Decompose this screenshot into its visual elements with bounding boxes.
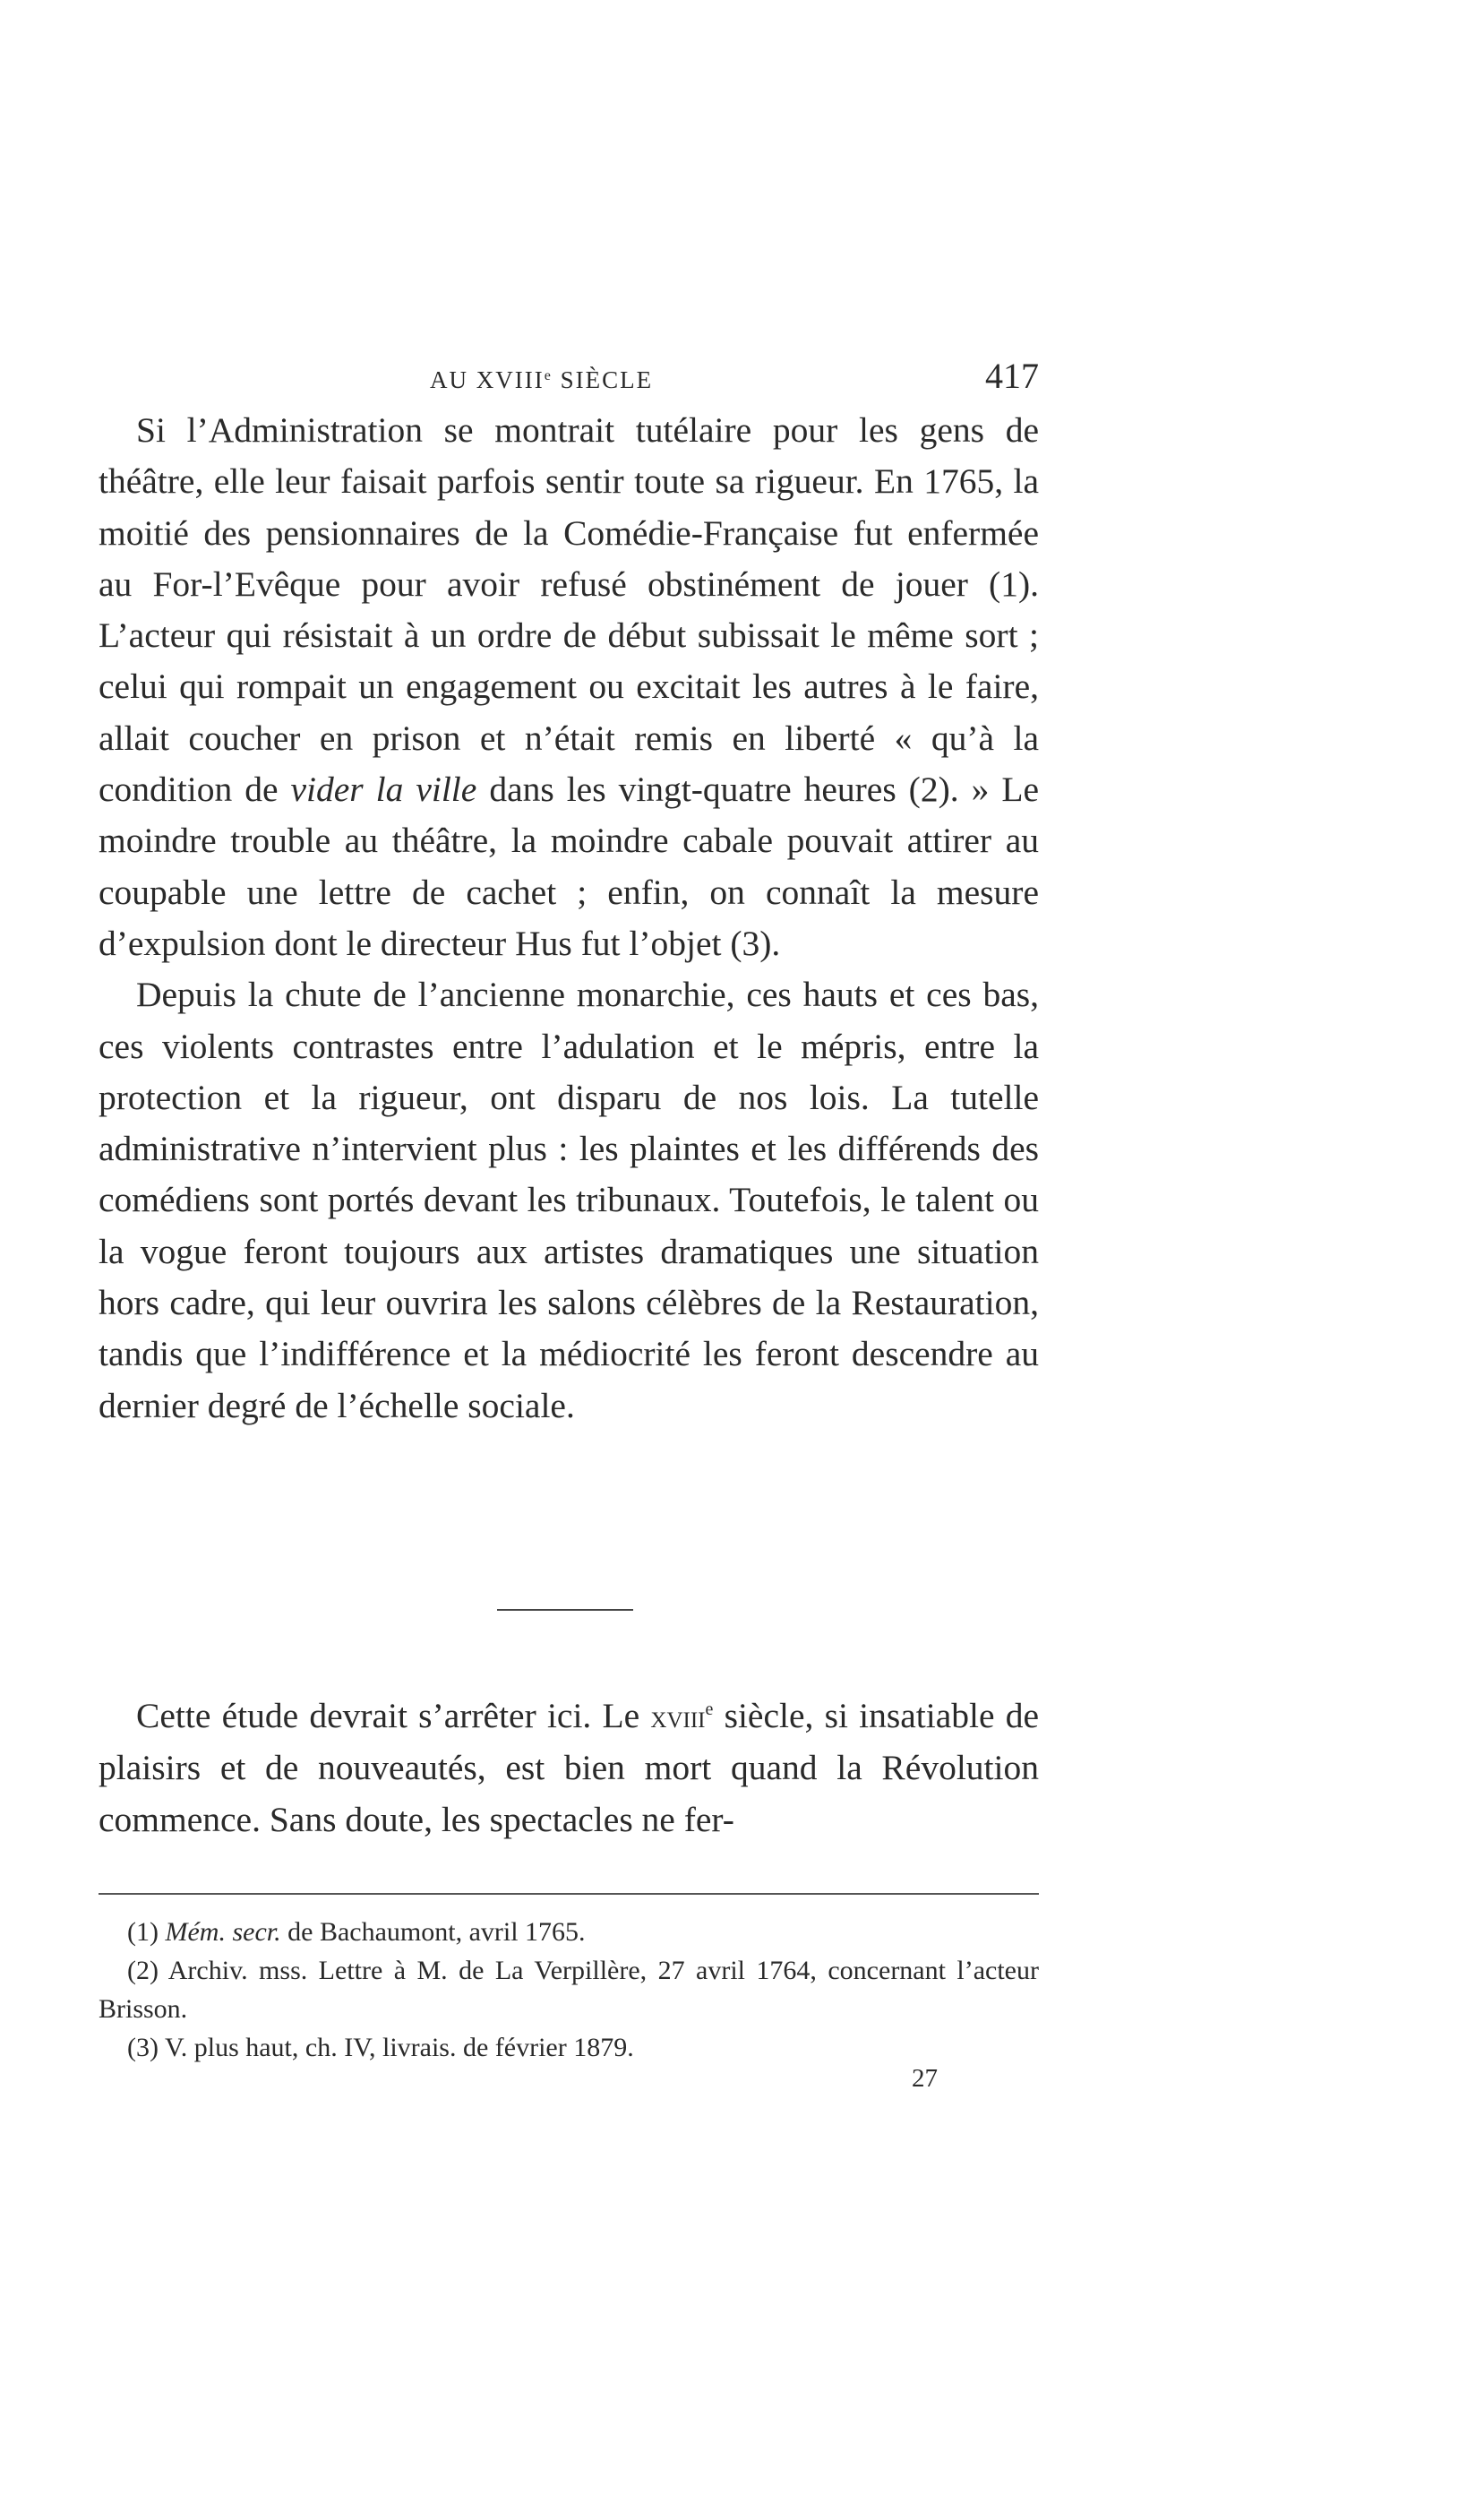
paragraph-1-text-b: dans les vingt-quatre heures (2). » Le moindre trouble au théâtre, la moindre cabale pouvait attirer au coupable une lettre de cachet ; enfin, on connaît la mesure d’expulsion dont le directeur Hus fut l’objet (3). [99,770,1039,963]
paragraph-2: Depuis la chute de l’ancienne monarchie, ces hauts et ces bas, ces violents contrastes entre l’adulation et le mépris, entre la protection et la rigueur, ont disparu de nos lois. La tutelle administrative n’intervient plus : les plaintes et les différends des comédiens sont portés devant les tribunaux. Toutefois, le talent ou la vogue feront toujours aux artistes dramatiques une situation hors cadre, qui leur ouvrira les salons célèbres de la Restauration, tandis que l’indifférence et la médiocrité les feront descendre au dernier degré de l’échelle sociale. [99,975,1039,1425]
running-head [99,354,1039,399]
page-number: 417 [985,356,1039,396]
footnote-divider [99,1893,1039,1895]
footnote-1-text: de Bachaumont, avril 1765. [280,1917,586,1947]
paragraph-3-superscript: e [705,1699,714,1719]
footnote-1-number: (1) [127,1917,166,1947]
running-title [430,354,653,402]
paragraph-3-text-b: siècle, si insatiable de plaisirs et de nouveautés, est bien mort quand la Révolution commence. Sans doute, les spectacles ne fer- [99,1696,1039,1839]
paragraph-3-century: xviii [650,1699,706,1734]
paragraph-1-italic: vider la ville [290,770,477,810]
running-title-prefix: AU XVIII [430,366,545,393]
section-continuation [99,1684,1039,1845]
footnote-3: (3) V. plus haut, ch. IV, livrais. de février 1879. [127,2033,634,2062]
paragraph-1-text-a: Si l’Administration se montrait tutélaire pour les gens de théâtre, elle leur faisait parfois sentir toute sa rigueur. En 1765, la moitié des pensionnaires de la Comédie-Française fut enfermée au For-l’Evêque pour avoir refusé obstinément de jouer (1). L’acteur qui résistait à un ordre de début subissait le même sort ; celui qui rompait un engagement ou excitait les autres à le faire, allait coucher en prison et n’était remis en liberté « qu’à la condition de [99,410,1039,810]
section-divider [497,1609,633,1611]
footnotes [99,1913,1039,2067]
body-text [99,405,1039,1432]
running-title-superscript: e [544,368,553,383]
signature-mark: 27 [912,2064,938,2093]
footnote-1 [99,1913,1039,1951]
running-title-suffix: SIÈCLE [552,366,654,393]
footnote-2: (2) Archiv. mss. Lettre à M. de La Verpillère, 27 avril 1764, concernant l’acteur Brisson. [99,1956,1039,2024]
paragraph-1 [99,405,1039,969]
footnote-1-italic: Mém. secr. [165,1917,281,1947]
paragraph-3 [99,1684,1039,1845]
paragraph-3-text-a: Cette étude devrait s’arrêter ici. Le [136,1696,651,1735]
